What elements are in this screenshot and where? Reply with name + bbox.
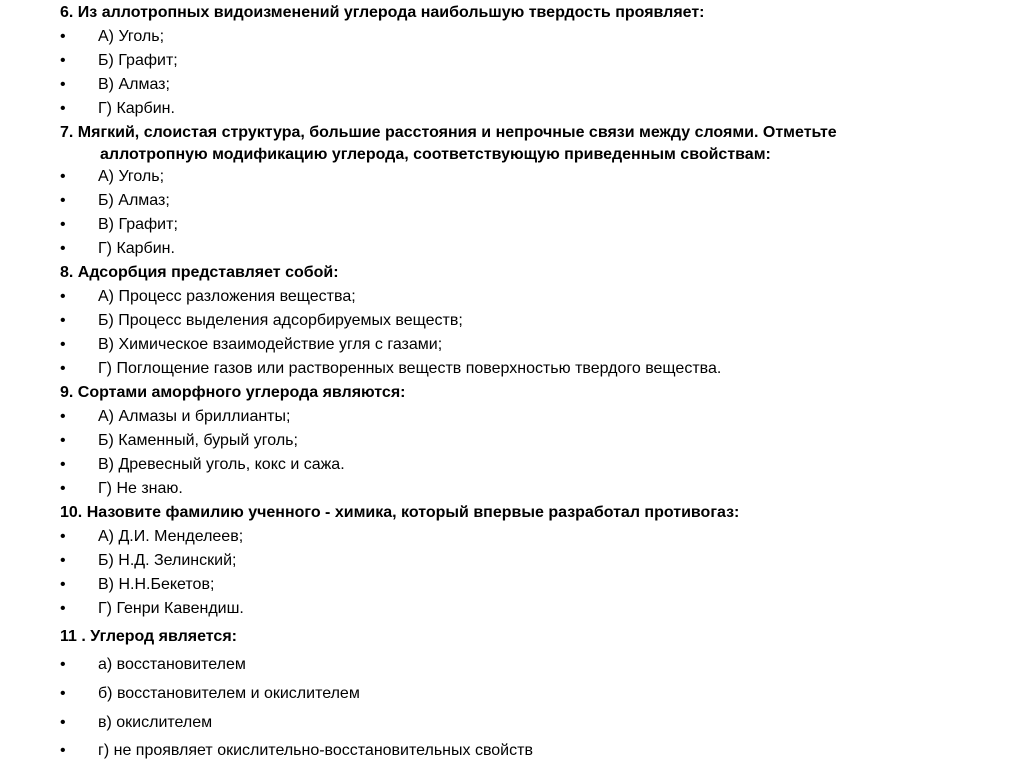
question-title-text: 11 . Углерод является: — [60, 628, 237, 645]
bullet: • — [60, 408, 66, 425]
option-text: Г) Карбин. — [98, 240, 175, 257]
question-11-title — [60, 626, 1010, 648]
bullet: • — [60, 216, 66, 233]
option-text: г) не проявляет окислительно-восстановительных свойств — [98, 742, 533, 759]
option-text: Б) Графит; — [98, 52, 178, 69]
option-text: А) Д.И. Менделеев; — [98, 528, 244, 545]
bullet: • — [60, 240, 66, 257]
bullet: • — [60, 100, 66, 117]
bullet: • — [60, 28, 66, 45]
question-title-text: 9. Сортами аморфного углерода являются: — [60, 384, 406, 401]
question-title-text: 6. Из аллотропных видоизменений углерода наибольшую твердость проявляет: — [60, 4, 705, 21]
option-text: Б) Процесс выделения адсорбируемых веществ; — [98, 312, 463, 329]
question-8-title — [60, 262, 1010, 284]
option-text: б) восстановителем и окислителем — [98, 685, 360, 702]
bullet: • — [60, 552, 66, 569]
bullet: • — [60, 576, 66, 593]
question-10-title — [60, 502, 1010, 524]
bullet: • — [60, 76, 66, 93]
option-text: Б) Н.Д. Зелинский; — [98, 552, 237, 569]
question-title-continuation: аллотропную модификацию углерода, соответствующую приведенным свойствам: — [100, 146, 771, 163]
bullet: • — [60, 432, 66, 449]
bullet: • — [60, 480, 66, 497]
bullet: • — [60, 336, 66, 353]
question-9-title — [60, 382, 1010, 404]
bullet: • — [60, 656, 66, 673]
question-6-title — [60, 2, 1010, 24]
option-text: Г) Не знаю. — [98, 480, 183, 497]
question-title-text: 10. Назовите фамилию ученного - химика, который впервые разработал противогаз: — [60, 504, 740, 521]
bullet: • — [60, 288, 66, 305]
question-title-text: 7. Мягкий, слоистая структура, большие расстояния и непрочные связи между слоями. Отметьте — [60, 124, 837, 141]
bullet: • — [60, 192, 66, 209]
bullet: • — [60, 600, 66, 617]
question-title-text: 8. Адсорбция представляет собой: — [60, 264, 339, 281]
bullet: • — [60, 685, 66, 702]
option-text: В) Химическое взаимодействие угля с газами; — [98, 336, 443, 353]
bullet: • — [60, 714, 66, 731]
option-text: Б) Алмаз; — [98, 192, 170, 209]
bullet: • — [60, 52, 66, 69]
option-text: В) Алмаз; — [98, 76, 170, 93]
option-text: В) Древесный уголь, кокс и сажа. — [98, 456, 345, 473]
option-text: а) восстановителем — [98, 656, 246, 673]
bullet: • — [60, 742, 66, 759]
option-text: Г) Генри Кавендиш. — [98, 600, 244, 617]
bullet: • — [60, 528, 66, 545]
option-text: А) Уголь; — [98, 168, 165, 185]
bullet: • — [60, 312, 66, 329]
option-text: В) Н.Н.Бекетов; — [98, 576, 215, 593]
bullet: • — [60, 168, 66, 185]
option-text: А) Уголь; — [98, 28, 165, 45]
option-text: А) Процесс разложения вещества; — [98, 288, 356, 305]
option-text: В) Графит; — [98, 216, 178, 233]
option-text: в) окислителем — [98, 714, 213, 731]
bullet: • — [60, 456, 66, 473]
option-text: Г) Поглощение газов или растворенных веществ поверхностью твердого вещества. — [98, 360, 722, 377]
option-text: А) Алмазы и бриллианты; — [98, 408, 291, 425]
option-text: Г) Карбин. — [98, 100, 175, 117]
bullet: • — [60, 360, 66, 377]
option-text: Б) Каменный, бурый уголь; — [98, 432, 298, 449]
question-7-title — [60, 122, 1010, 166]
